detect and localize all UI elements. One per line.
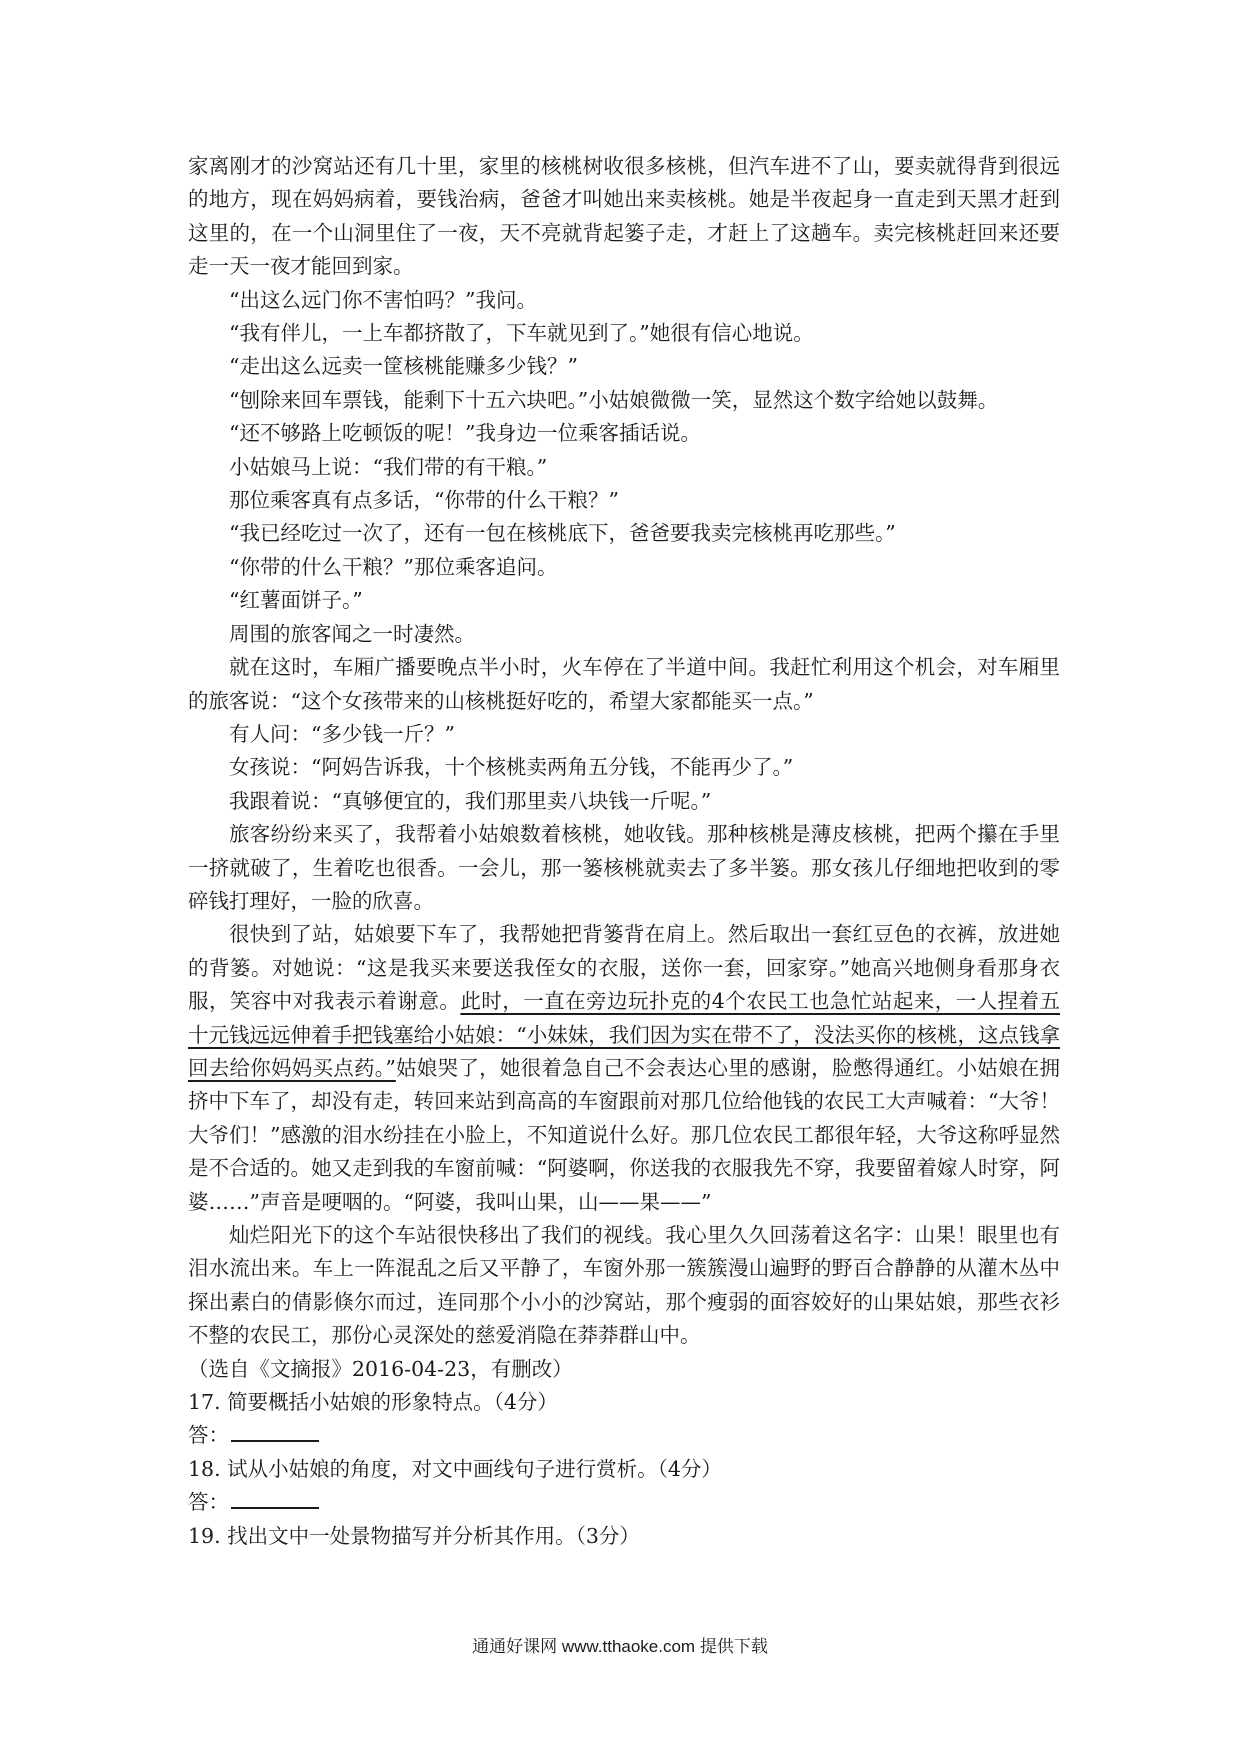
paragraph-3: “我有伴儿，一上车都挤散了，下车就见到了。”她很有信心地说。 — [229, 321, 814, 346]
paragraph-14: 有人问：“多少钱一斤？” — [229, 721, 455, 746]
paragraph-7: 小姑娘马上说：“我们带的有干粮。” — [229, 454, 548, 479]
underlined-sentence: 此时，一直在旁边玩扑克的4个农民工也急忙站起来，一人捏着五十元钱远远伸着手把钱塞给小姑娘：“小妹妹，我们因为实在带不了，没法买你的核桃，这点钱拿回去给你妈妈买点药。” — [188, 989, 1061, 1080]
paragraph-9: “我已经吃过一次了，还有一包在核桃底下，爸爸要我卖完核桃再吃那些。” — [229, 521, 896, 546]
answer-label: 答： — [188, 1490, 229, 1515]
paragraph-10: “你带的什么干粮？”那位乘客追问。 — [229, 554, 558, 579]
answer-blank-18[interactable] — [231, 1487, 319, 1509]
question-18: 18. 试从小姑娘的角度，对文中画线句子进行赏析。（4分） — [188, 1456, 722, 1481]
answer-line-18 — [188, 1486, 1060, 1519]
question-17: 17. 简要概括小姑娘的形象特点。（4分） — [188, 1390, 558, 1415]
paragraph-16: 我跟着说：“真够便宜的，我们那里卖八块钱一斤呢。” — [229, 788, 712, 813]
source-citation: （选自《文摘报》2016-04-23，有删改） — [188, 1356, 573, 1381]
paragraph-11: “红薯面饼子。” — [229, 588, 363, 613]
paragraph-13: 就在这时，车厢广播要晚点半小时，火车停在了半道中间。我赶忙利用这个机会，对车厢里的旅客说：“这个女孩带来的山核桃挺好吃的，希望大家都能买一点。” — [188, 655, 1060, 713]
paragraph-17: 旅客纷纷来买了，我帮着小姑娘数着核桃，她收钱。那种核桃是薄皮核桃，把两个攥在手里一挤就破了，生着吃也很香。一会儿，那一篓核桃就卖去了多半篓。那女孩儿仔细地把收到的零碎钱打理好，一脸的欣喜。 — [188, 822, 1060, 913]
paragraph-18 — [188, 918, 1060, 1219]
paragraph-2: “出这么远门你不害怕吗？”我问。 — [229, 287, 537, 312]
paragraph-18-rest: 姑娘哭了，她很着急自己不会表达心里的感谢，脸憋得通红。小姑娘在拥挤中下车了，却没有走，转回来站到高高的车窗跟前对那几位给他钱的农民工大声喊着：“大爷！大爷们！”感激的泪水纷挂在小脸上，不知道说什么好。那几位农民工都很年轻，大爷这称呼显然是不合适的。她又走到我的车窗前喊：“阿婆啊，你送我的衣服我先不穿，我要留着嫁人时穿，阿婆……”声音是哽咽的。“阿婆，我叫山果，山——果——” — [188, 1055, 1060, 1214]
paragraph-4: “走出这么远卖一筐核桃能赚多少钱？” — [229, 354, 578, 379]
paragraph-19: 灿烂阳光下的这个车站很快移出了我们的视线。我心里久久回荡着这名字：山果！眼里也有泪水流出来。车上一阵混乱之后又平静了，车窗外那一簇簇漫山遍野的野百合静静的从灌木丛中探出素白的倩影倏尔而过，连同那个小小的沙窝站，那个瘦弱的面容姣好的山果姑娘，那些衣衫不整的农民工，那份心灵深处的慈爱消隐在莽莽群山中。 — [188, 1223, 1060, 1348]
question-19: 19. 找出文中一处景物描写并分析其作用。（3分） — [188, 1523, 640, 1548]
paragraph-15: 女孩说：“阿妈告诉我，十个核桃卖两角五分钱，不能再少了。” — [229, 755, 794, 780]
answer-blank-17[interactable] — [231, 1420, 319, 1442]
paragraph-18-text: 很快到了站，姑娘要下车了，我帮她把背篓背在肩上。然后取出一套红豆色的衣裤，放进她的背篓。对她说：“这是我买来要送我侄女的衣服，送你一套，回家穿。”她高兴地侧身看那身衣服，笑容中对我表示着谢意。 — [188, 922, 1060, 1014]
paragraph-5: “刨除来回车票钱，能剩下十五六块吧。”小姑娘微微一笑，显然这个数字给她以鼓舞。 — [229, 387, 999, 412]
paragraph-6: “还不够路上吃顿饭的呢！”我身边一位乘客插话说。 — [229, 421, 701, 446]
paragraph-1: 家离刚才的沙窝站还有几十里，家里的核桃树收很多核桃，但汽车进不了山，要卖就得背到很远的地方，现在妈妈病着，要钱治病，爸爸才叫她出来卖核桃。她是半夜起身一直走到天黑才赶到这里的，在一个山洞里住了一夜，天不亮就背起篓子走，才赶上了这趟车。卖完核桃赶回来还要走一天一夜才能回到家。 — [188, 154, 1060, 279]
answer-line-17 — [188, 1419, 1060, 1452]
paragraph-8: 那位乘客真有点多话，“你带的什么干粮？” — [229, 488, 619, 513]
reading-passage — [188, 150, 1060, 1553]
paragraph-12: 周围的旅客闻之一时凄然。 — [229, 621, 475, 646]
answer-label: 答： — [188, 1423, 229, 1448]
page-footer: 通通好课网 www.tthaoke.com 提供下载 — [472, 1637, 768, 1656]
